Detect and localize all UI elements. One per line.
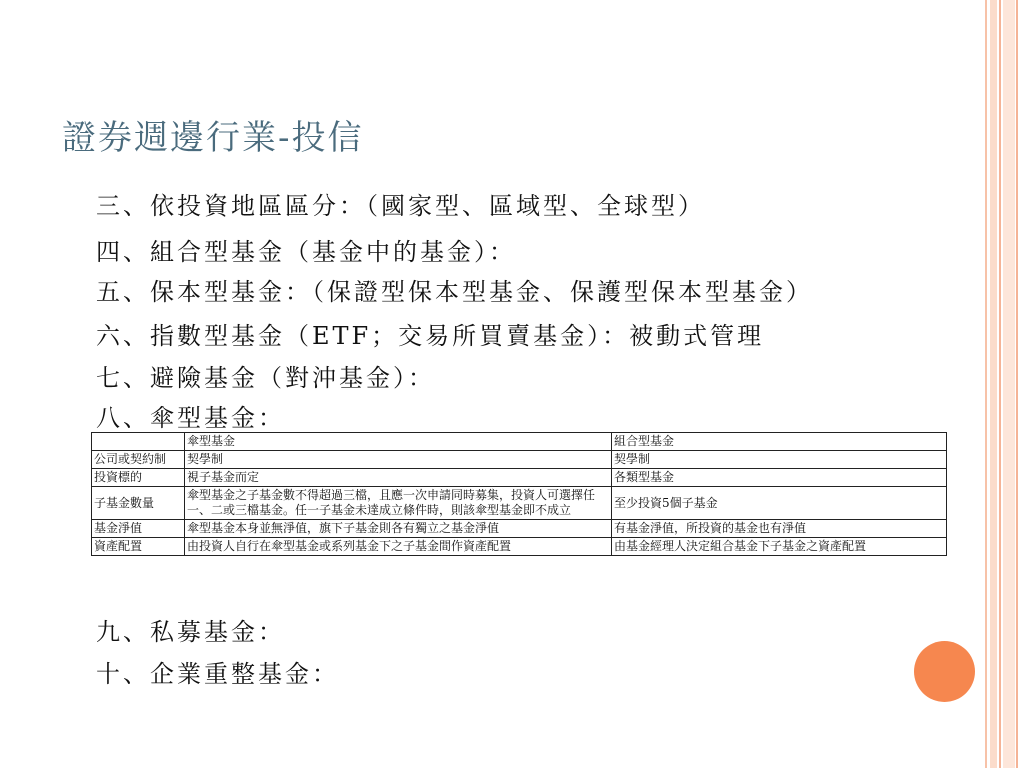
decor-stripe-4: [1003, 0, 1015, 768]
bullet-item: 十、企業重整基金：: [96, 660, 339, 688]
table-cell: 契學制: [185, 451, 612, 469]
table-cell: 傘型基金之子基金數不得超過三檔，且應一次申請同時募集，投資人可選擇任一、二或三檔基金。任一子基金未達成立條件時，則該傘型基金即不成立: [185, 487, 612, 520]
bullet-item: 八、傘型基金：: [96, 404, 285, 432]
table-row: [92, 520, 947, 538]
decor-stripe-2: [990, 0, 997, 768]
table-header-cell: 傘型基金: [185, 433, 612, 451]
bullet-item: 三、依投資地區區分：（國家型、區域型、全球型）: [96, 192, 705, 220]
table-cell: 契學制: [612, 451, 947, 469]
table-row: [92, 538, 947, 556]
table-cell: 各類型基金: [612, 469, 947, 487]
bullet-item: 六、指數型基金（ETF；交易所買賣基金）：被動式管理: [96, 322, 765, 350]
bullet-item: 九、私募基金：: [96, 618, 285, 646]
table-cell: 視子基金而定: [185, 469, 612, 487]
table-cell: 投資標的: [92, 469, 185, 487]
table-header-row: [92, 433, 947, 451]
decor-stripe-5: [1016, 0, 1018, 768]
bullet-item: 七、避險基金（對沖基金）：: [96, 364, 435, 392]
table-row: [92, 451, 947, 469]
slide-title: 證券週邊行業-投信: [62, 118, 364, 158]
table-row: [92, 469, 947, 487]
table-cell: 傘型基金本身並無淨值，旗下子基金則各有獨立之基金淨值: [185, 520, 612, 538]
table-cell: 子基金數量: [92, 487, 185, 520]
table-cell: 公司或契約制: [92, 451, 185, 469]
table-cell: 資產配置: [92, 538, 185, 556]
table-row: [92, 487, 947, 520]
table-cell: 至少投資5個子基金: [612, 487, 947, 520]
table-header-cell: [92, 433, 185, 451]
decor-stripe-1: [985, 0, 987, 768]
bullet-item: 五、保本型基金：（保證型保本型基金、保護型保本型基金）: [96, 278, 813, 306]
decor-stripe-3: [999, 0, 1001, 768]
table-cell: 由基金經理人決定組合基金下子基金之資產配置: [612, 538, 947, 556]
comparison-table: [91, 432, 947, 556]
bullet-item: 四、組合型基金（基金中的基金）：: [96, 238, 516, 266]
table-cell: 基金淨值: [92, 520, 185, 538]
decor-circle: [914, 641, 975, 702]
table-cell: 有基金淨值，所投資的基金也有淨值: [612, 520, 947, 538]
table-header-cell: 組合型基金: [612, 433, 947, 451]
table-cell: 由投資人自行在傘型基金或系列基金下之子基金間作資產配置: [185, 538, 612, 556]
